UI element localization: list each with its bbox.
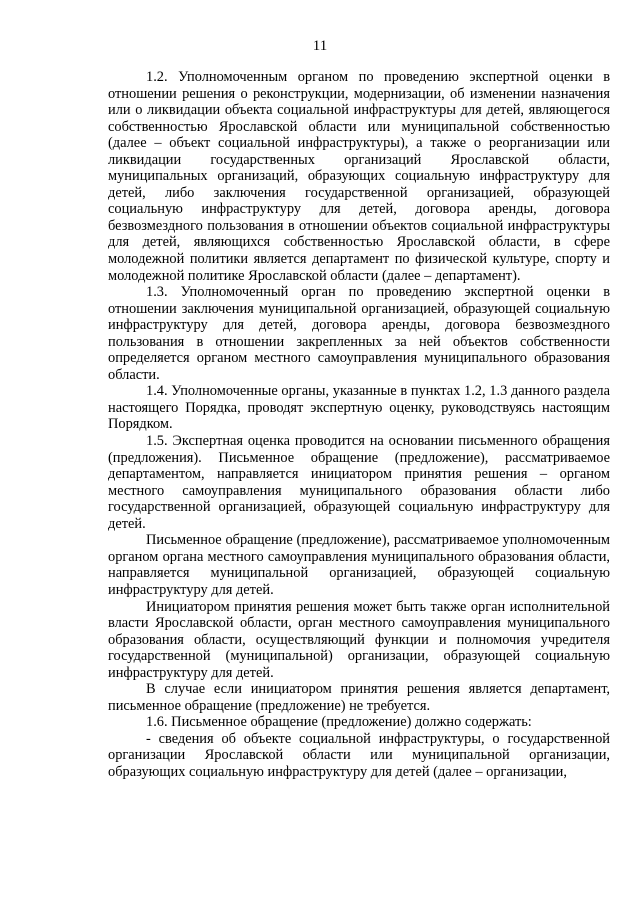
document-body bbox=[108, 69, 610, 781]
paragraph-list-item: - сведения об объекте социальной инфраструктуры, о государственной организации Ярославской области или муниципальной организации, образующих социальную инфраструктуру для детей (далее – организации, bbox=[108, 730, 610, 780]
paragraph-1-2: 1.2. Уполномоченным органом по проведению экспертной оценки в отношении решения о реконструкции, модернизации, об изменении назначения или о ликвидации объекта социальной инфраструктуры для детей, являющегося собственностью Ярославской области или муниципальной собственностью (далее – объект социальной инфраструктуры), а также о реорганизации или ликвидации государственных организаций Ярославской области, муниципальных организаций, образующих социальную инфраструктуру для детей, либо заключения государственной организацией, образующей социальную инфраструктуру для детей, договора аренды, договора безвозмездного пользования в отношении объектов социальной инфраструктуры для детей, являющихся собственностью Ярославской области, в сфере молодежной политики является департамент по физической культуре, спорту и молодежной политике Ярославской области (далее – департамент). bbox=[108, 69, 610, 284]
paragraph-department-initiator: В случае если инициатором принятия решения является департамент, письменное обращение (предложение) не требуется. bbox=[108, 681, 610, 714]
paragraph-1-6: 1.6. Письменное обращение (предложение) должно содержать: bbox=[146, 714, 532, 731]
paragraph-1-5: 1.5. Экспертная оценка проводится на основании письменного обращения (предложения). Письменное обращение (предложение), рассматриваемое департаментом, направляется инициатором принятия решения – органом местного самоуправления муниципального образования области либо государственной организацией, образующей социальную инфраструктуру для детей. bbox=[108, 433, 610, 532]
page-number: 11 bbox=[312, 38, 328, 54]
paragraph-initiator: Инициатором принятия решения может быть также орган исполнительной власти Ярославской области, орган местного самоуправления муниципального образования области, осуществляющий функции и полномочия учредителя государственной (муниципальной) организации, образующей социальную инфраструктуру для детей. bbox=[108, 598, 610, 681]
paragraph-1-3: 1.3. Уполномоченный орган по проведению экспертной оценки в отношении заключения муниципальной организацией, образующей социальную инфраструктуру для детей, договора аренды, договора безвозмездного пользования в отношении закрепленных за ней объектов собственности определяется органом местного самоуправления муниципального образования области. bbox=[108, 284, 610, 383]
paragraph-written-appeal: Письменное обращение (предложение), рассматриваемое уполномоченным органом органа местного самоуправления муниципального образования области, направляется муниципальной организацией, образующей социальную инфраструктуру для детей. bbox=[108, 532, 610, 598]
paragraph-1-4: 1.4. Уполномоченные органы, указанные в пунктах 1.2, 1.3 данного раздела настоящего Порядка, проводят экспертную оценку, руководствуясь настоящим Порядком. bbox=[108, 383, 610, 433]
